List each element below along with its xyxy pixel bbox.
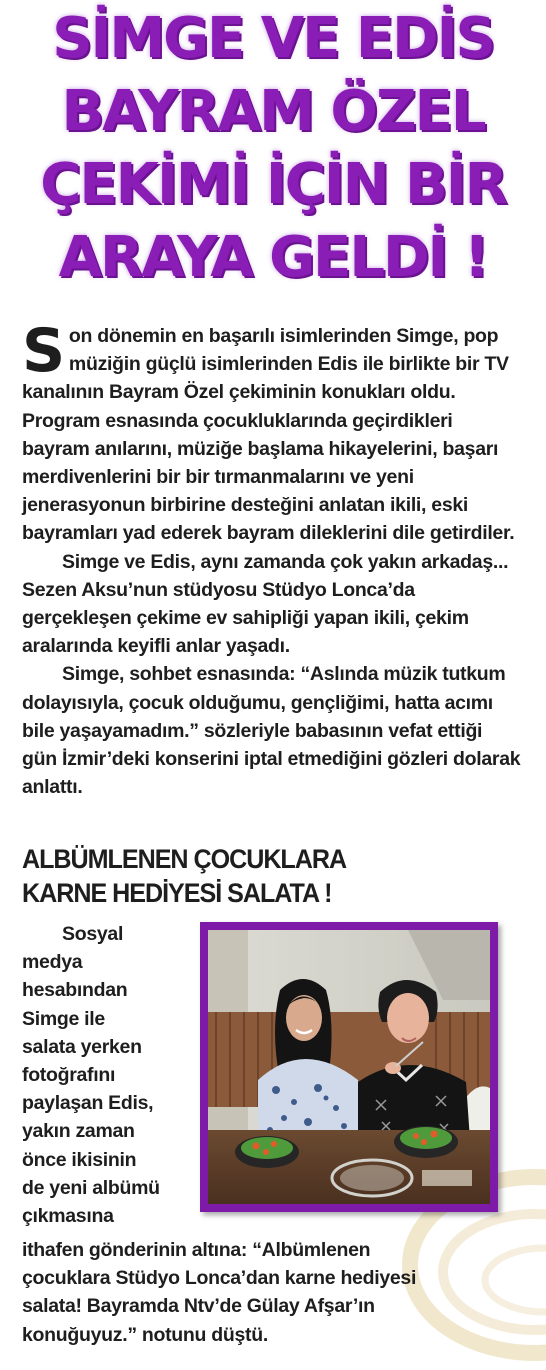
photo-tail-text — [22, 1236, 522, 1349]
photo-frame — [200, 922, 498, 1212]
column-line: de yeni albümü — [22, 1176, 160, 1199]
column-line: Sosyal — [62, 923, 124, 945]
drop-cap: S — [22, 316, 65, 386]
column-line: hesabından — [22, 979, 128, 1002]
headline-line: ARAYA GELDİ ! — [58, 225, 488, 290]
subheadline-line: ALBÜMLENEN ÇOCUKLARA — [22, 844, 347, 874]
column-line: çıkmasına — [22, 1205, 114, 1228]
photo-simge-edis-salad — [208, 930, 490, 1204]
tail-line: salata! Bayramda Ntv’de Gülay Afşar’ın — [22, 1295, 375, 1318]
paragraph-1 — [22, 316, 522, 548]
tail-line: çocuklara Stüdyo Lonca’dan karne hediyesi — [22, 1267, 417, 1290]
tail-line: konuğuyuz.” notunu düştü. — [22, 1323, 268, 1346]
paragraph-3: Simge, sohbet esnasında: “Aslında müzik tutkum dolayısıyla, çocuk olduğumu, gençliğimi, hatta acımı bile yaşayamadım.” sözleriyle babasının vefat ettiği gün İzmir’deki konserini iptal etmediğini gözleri dolarak anlattı. — [22, 663, 521, 799]
column-line: yakın zaman — [22, 1120, 135, 1143]
column-line: medya — [22, 951, 83, 974]
headline-line: BAYRAM ÖZEL — [61, 79, 485, 144]
paragraph-1-text: on dönemin en başarılı isimlerinden Simge, pop müziğin güçlü isimlerinden Edis ile birlikte bir TV kanalının Bayram Özel çekiminin konukları oldu. Program esnasında çocukluklarında geçirdikleri bayram anılarını, müziğe başlama hikayelerini, başarı merdivenlerini bir bir tırmanmalarını ve yeni jenerasyonun birbirine desteğini anlatan ikili, eski bayramları yad ederek bayram dileklerini dile getirdiler. — [22, 325, 515, 545]
photo-side-column — [22, 920, 200, 1230]
column-line: salata yerken — [22, 1035, 142, 1058]
column-line: Simge ile — [22, 1007, 105, 1030]
tail-line: ithafen gönderinin altına: “Albümlenen — [22, 1239, 371, 1261]
paragraph-2: Simge ve Edis, aynı zamanda çok yakın arkadaş... Sezen Aksu’nun stüdyosu Stüdyo Lonca’da gerçekleşen çekime ev sahipliği yapan ikili, çekim aralarında keyifli anlar yaşadı. — [22, 550, 509, 658]
headline-line: SİMGE VE EDİS — [52, 6, 494, 71]
subheadline — [22, 842, 487, 910]
column-line: paylaşan Edis, — [22, 1092, 154, 1115]
article-body — [22, 316, 522, 801]
headline — [0, 2, 546, 294]
subheadline-line: KARNE HEDİYESİ SALATA ! — [22, 878, 332, 908]
headline-line: ÇEKİMİ İÇİN BİR — [40, 152, 506, 217]
column-line: fotoğrafını — [22, 1064, 116, 1087]
column-line: önce ikisinin — [22, 1148, 137, 1171]
